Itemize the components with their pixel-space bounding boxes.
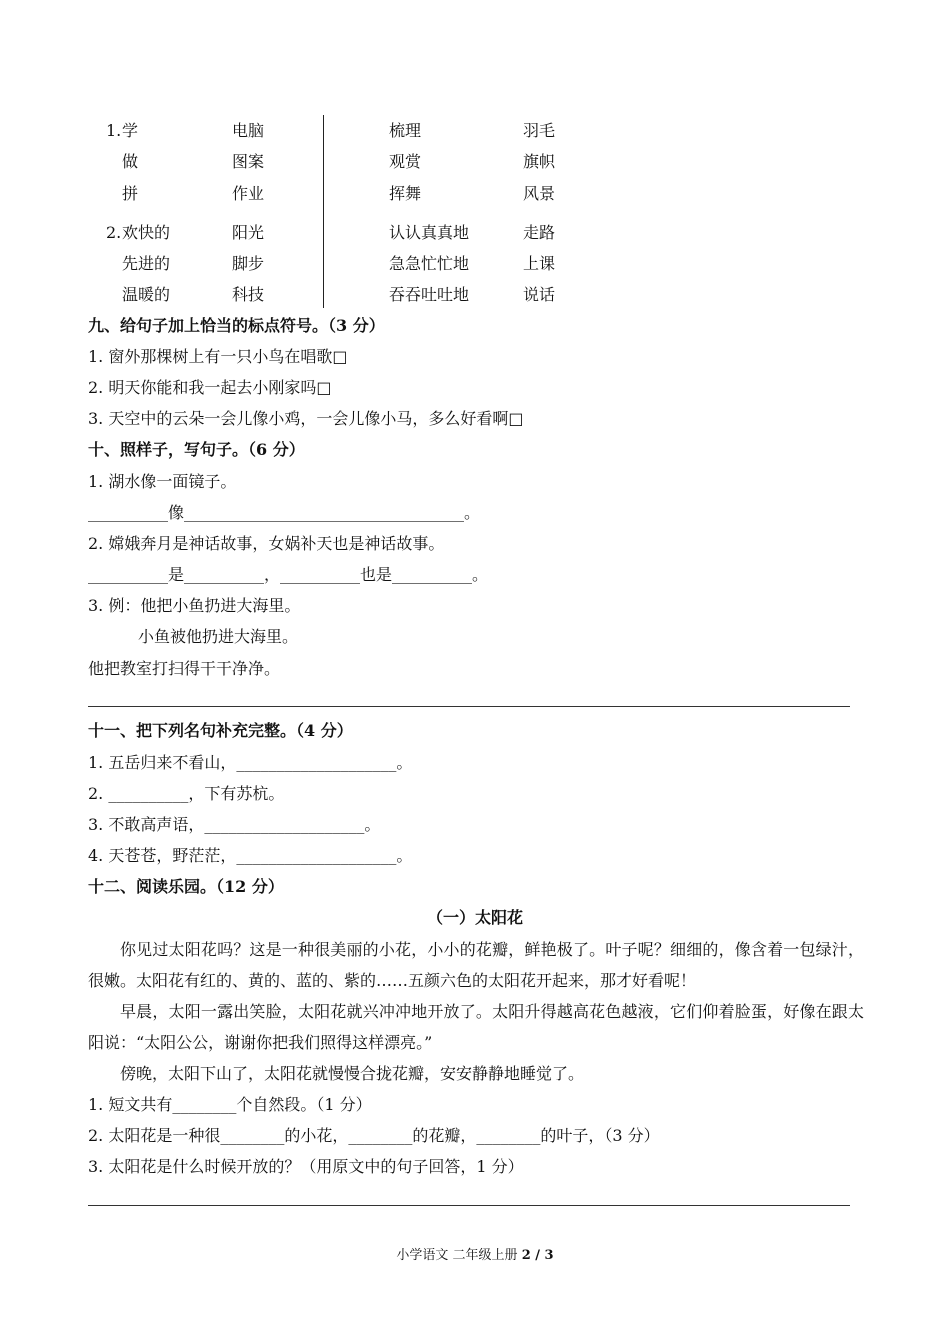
match-g2-right-a-3: 吞吞吐吐地 <box>389 285 470 304</box>
match-g2-right-a-2: 急急忙忙地 <box>389 254 470 273</box>
page-number: 2 / 3 <box>521 1248 554 1263</box>
s12-question-1: 1. 短文共有________个自然段。（1 分） <box>88 1095 372 1114</box>
s10-q1: 1. 湖水像一面镜子。 <box>88 472 237 491</box>
match-g2-right-b-3: 说话 <box>523 285 556 304</box>
s11-item-3: 3. 不敢高声语，____________________。 <box>88 815 381 834</box>
match-g2-left-b-2: 脚步 <box>232 254 265 273</box>
s10-q2-answer-line[interactable]: __________是__________，__________也是__________。 <box>88 565 489 584</box>
match-g1-left-a-3: 拼 <box>122 184 139 203</box>
match-g1-right-a-2: 观赏 <box>389 152 422 171</box>
match-g1-right-a-3: 挥舞 <box>389 184 422 203</box>
match-g2-left-a-2: 先进的 <box>122 254 171 273</box>
passage-title: （一）太阳花 <box>426 908 523 927</box>
match-g2-left-b-3: 科技 <box>232 285 265 304</box>
footer-text: 小学语文 二年级上册 <box>396 1248 522 1263</box>
s10-q3-task: 他把教室打扫得干干净净。 <box>88 659 281 678</box>
match-g1-left-b-1: 电脑 <box>232 121 265 140</box>
section-12-title: 十二、阅读乐园。（12 分） <box>88 877 284 896</box>
match-g1-left-a-2: 做 <box>122 152 139 171</box>
s11-item-1: 1. 五岳归来不看山，____________________。 <box>88 753 413 772</box>
match-g2-left-a-1: 欢快的 <box>122 223 171 242</box>
s10-q1-answer-line[interactable]: __________像___________________________________。 <box>88 503 481 522</box>
passage-paragraph-2: 早晨，太阳一露出笑脸，太阳花就兴冲冲地开放了。太阳升得越高花色越液，它们仰着脸蛋，好像在跟太阳说：“太阳公公，谢谢你把我们照得这样漂亮。” <box>88 1002 864 1052</box>
s11-item-2: 2. __________，下有苏杭。 <box>88 784 285 803</box>
s9-item-1: 1. 窗外那棵树上有一只小鸟在唱歌□ <box>88 347 348 366</box>
s10-q3-answer-line[interactable] <box>88 706 850 707</box>
s11-item-4: 4. 天苍苍，野茫茫，____________________。 <box>88 846 413 865</box>
s12-question-2: 2. 太阳花是一种很________的小花，________的花瓣，________的叶子，（3 分） <box>88 1126 660 1145</box>
passage-paragraph-1: 你见过太阳花吗？这是一种很美丽的小花，小小的花瓣，鲜艳极了。叶子呢？细细的，像含着一包绿汁，很嫩。太阳花有红的、黄的、蓝的、紫的……五颜六色的太阳花开起来，那才好看呢！ <box>88 940 864 990</box>
match-g1-right-a-1: 梳理 <box>389 121 422 140</box>
s12-question-3: 3. 太阳花是什么时候开放的？（用原文中的句子回答，1 分） <box>88 1157 524 1176</box>
s12-q3-answer-line[interactable] <box>88 1205 850 1206</box>
s10-q2: 2. 嫦娥奔月是神话故事，女娲补天也是神话故事。 <box>88 534 445 553</box>
matching-divider <box>323 115 324 308</box>
match-g1-number: 1. <box>106 121 122 140</box>
match-g1-left-b-2: 图案 <box>232 152 265 171</box>
section-9-title: 九、给句子加上恰当的标点符号。（3 分） <box>88 316 385 335</box>
match-g2-left-a-3: 温暖的 <box>122 285 171 304</box>
s9-item-3: 3. 天空中的云朵一会儿像小鸡，一会儿像小马，多么好看啊□ <box>88 409 524 428</box>
section-11-title: 十一、把下列名句补充完整。（4 分） <box>88 721 353 740</box>
match-g1-right-b-3: 风景 <box>523 184 556 203</box>
match-g2-right-b-2: 上课 <box>523 254 556 273</box>
match-g2-left-b-1: 阳光 <box>232 223 265 242</box>
match-g1-left-a-1: 学 <box>122 121 139 140</box>
match-g1-right-b-2: 旗帜 <box>523 152 556 171</box>
match-g1-left-b-3: 作业 <box>232 184 265 203</box>
s10-q3: 3. 例：他把小鱼扔进大海里。 <box>88 596 301 615</box>
match-g2-number: 2. <box>106 223 122 242</box>
match-g2-right-b-1: 走路 <box>523 223 556 242</box>
s10-q3-example: 小鱼被他扔进大海里。 <box>138 627 299 646</box>
match-g1-right-b-1: 羽毛 <box>523 121 556 140</box>
s9-item-2: 2. 明天你能和我一起去小刚家吗□ <box>88 378 332 397</box>
passage-paragraph-3: 傍晚，太阳下山了，太阳花就慢慢合拢花瓣，安安静静地睡觉了。 <box>120 1064 585 1083</box>
match-g2-right-a-1: 认认真真地 <box>389 223 470 242</box>
page-footer <box>0 1248 950 1264</box>
section-10-title: 十、照样子，写句子。（6 分） <box>88 440 305 459</box>
